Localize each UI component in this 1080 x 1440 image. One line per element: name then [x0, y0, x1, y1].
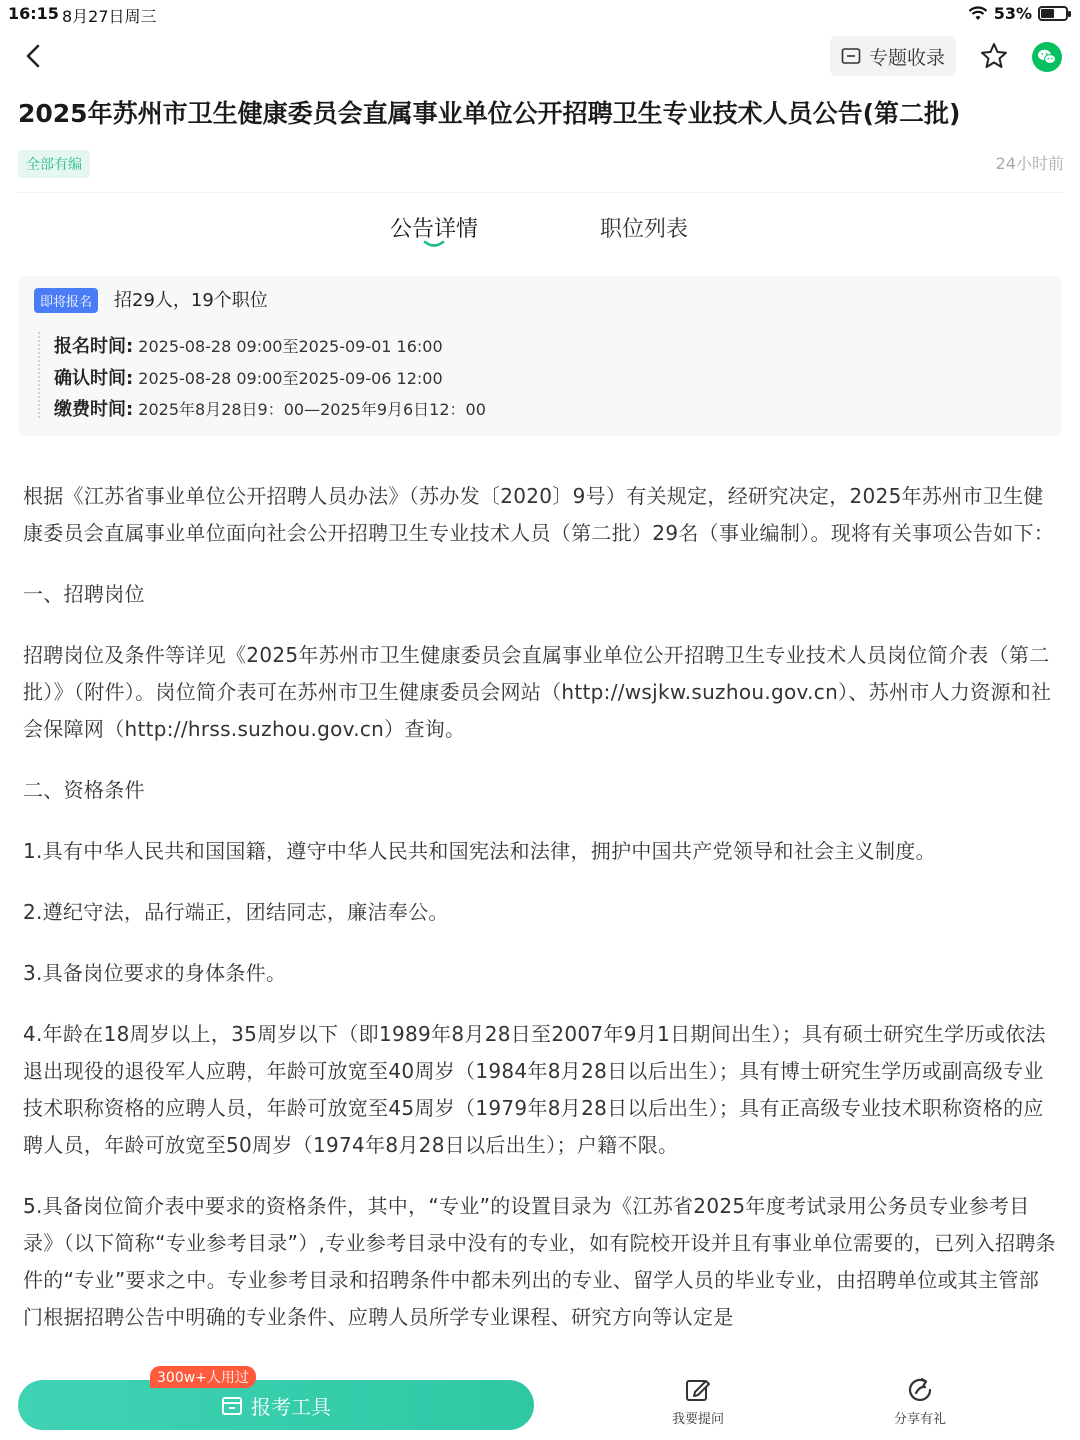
- tab-announcement-detail[interactable]: 公告详情: [390, 217, 479, 242]
- post-time: 24小时前: [995, 154, 1064, 173]
- wechat-share-button[interactable]: [1032, 42, 1062, 72]
- tab-active-indicator: [423, 240, 445, 248]
- share-gift-label: 分享有礼: [893, 1412, 946, 1427]
- registration-status-badge: 即将报名: [34, 288, 98, 313]
- wechat-icon: [1032, 42, 1062, 72]
- status-right: [968, 4, 1068, 23]
- chevron-left-icon: [18, 40, 50, 72]
- paragraph: 1.具有中华人民共和国国籍，遵守中华人民共和国宪法和法律，拥护中国共产党领导和社会主义制度。: [23, 839, 936, 863]
- back-button[interactable]: [18, 40, 50, 72]
- folder-icon: [841, 47, 861, 65]
- paragraph: 3.具备岗位要求的身体条件。: [23, 961, 287, 985]
- confirm-time-row: [54, 364, 443, 390]
- battery-percent: 53%: [993, 4, 1032, 23]
- divider: [18, 192, 1062, 193]
- row-label: 报名时间:: [54, 336, 134, 357]
- row-label: 缴费时间:: [54, 399, 134, 420]
- edit-icon: [684, 1376, 712, 1404]
- section-heading: 二、资格条件: [23, 778, 145, 802]
- payment-time-row: [54, 395, 486, 421]
- usage-badge: 300w+人用过: [150, 1366, 256, 1388]
- section-heading: 一、招聘岗位: [23, 582, 145, 606]
- page-title: 2025年苏州市卫生健康委员会直属事业单位公开招聘卫生专业技术人员公告(第二批): [18, 99, 961, 128]
- paragraph: 5.具备岗位简介表中要求的资格条件，其中，“专业”的设置目录为《江苏省2025年度考试录用公务员专业参考目录》（以下简称“专业参考目录”）,专业参考目录中没有的专业，如有院校开设并且有事业单位需要的，已列入招聘条件的“专业”要求之中。专业参考目录和招聘条件中都未列出的专业、留学人员的毕业专业，由招聘单位或其主管部门根据招聘公告中明确的专业条件、应聘人员所学专业课程、研究方向等认定是: [23, 1194, 1056, 1329]
- row-value: 2025-08-28 09:00至2025-09-01 16:00: [138, 337, 443, 356]
- paragraph: 招聘岗位及条件等详见《2025年苏州市卫生健康委员会直属事业单位公开招聘卫生专业技术人员岗位简介表（第二批）》（附件）。岗位简介表可在苏州市卫生健康委员会网站（http://wsjkw.suzhou.gov.cn）、苏州市人力资源和社会保障网（http://hrss.suzhou.gov.cn）查询。: [23, 643, 1052, 741]
- share-gift-button[interactable]: [870, 1376, 970, 1427]
- top-bar: [0, 32, 1080, 82]
- collect-button[interactable]: [830, 36, 956, 76]
- row-value: 2025-08-28 09:00至2025-09-06 12:00: [138, 369, 443, 388]
- status-badge: 全部有编: [18, 150, 90, 178]
- status-bar: [0, 0, 1080, 28]
- status-time: 16:15: [8, 4, 59, 23]
- share-icon: [906, 1376, 934, 1404]
- timeline-line: [38, 332, 40, 418]
- ask-question-button[interactable]: [648, 1376, 748, 1427]
- paragraph: 2.遵纪守法，品行端正，团结同志，廉洁奉公。: [23, 900, 449, 924]
- tab-position-list[interactable]: 职位列表: [600, 217, 689, 242]
- wifi-icon: [968, 6, 988, 22]
- announcement-body: [23, 478, 1059, 1360]
- bottom-bar: [0, 1370, 1080, 1440]
- battery-fill: [1041, 9, 1054, 18]
- battery-icon: [1038, 6, 1068, 21]
- favorite-button[interactable]: [978, 40, 1010, 72]
- registration-time-row: [54, 332, 443, 358]
- exam-tools-label: 报考工具: [251, 1394, 331, 1419]
- collect-label: 专题收录: [868, 46, 945, 69]
- toolbox-icon: [221, 1394, 243, 1416]
- status-date: 8月27日周三: [62, 7, 157, 26]
- row-label: 确认时间:: [54, 368, 134, 389]
- registration-info-card: [18, 276, 1062, 436]
- exam-tools-button[interactable]: [18, 1380, 534, 1430]
- ask-question-label: 我要提问: [671, 1412, 724, 1427]
- recruit-summary: 招29人，19个职位: [114, 290, 268, 311]
- star-icon: [978, 40, 1010, 72]
- paragraph: 根据《江苏省事业单位公开招聘人员办法》（苏办发〔2020〕9号）有关规定，经研究决定，2025年苏州市卫生健康委员会直属事业单位面向社会公开招聘卫生专业技术人员（第二批）29名（事业编制）。现将有关事项公告如下：: [23, 484, 1055, 545]
- row-value: 2025年8月28日9：00—2025年9月6日12：00: [138, 400, 486, 419]
- paragraph: 4.年龄在18周岁以上，35周岁以下（即1989年8月28日至2007年9月1日期间出生）；具有硕士研究生学历或依法退出现役的退役军人应聘，年龄可放宽至40周岁（1984年8月28日以后出生）；具有博士研究生学历或副高级专业技术职称资格的应聘人员，年龄可放宽至45周岁（1979年8月28日以后出生）；具有正高级专业技术职称资格的应聘人员，年龄可放宽至50周岁（1974年8月28日以后出生）；户籍不限。: [23, 1022, 1046, 1157]
